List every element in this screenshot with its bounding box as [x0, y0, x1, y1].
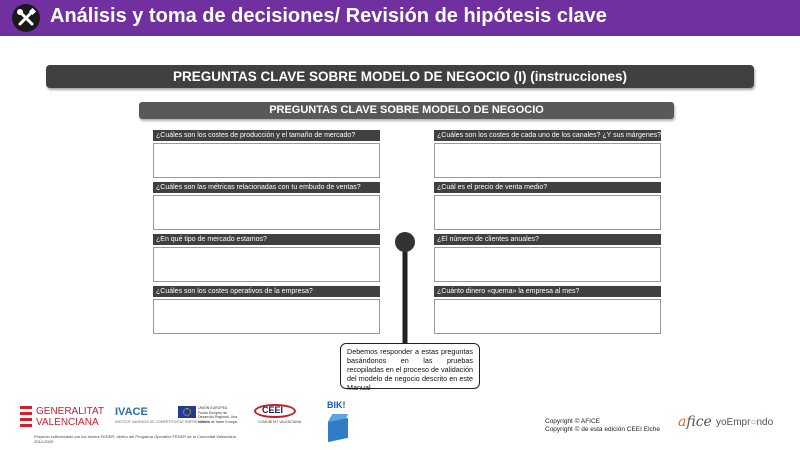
biki-logo	[325, 400, 351, 442]
sub-banner: PREGUNTAS CLAVE SOBRE MODELO DE NEGOCIO	[139, 102, 674, 119]
copyright-line-2: Copyright © de esta edición CEEI Elche	[545, 426, 660, 433]
funding-note: Proyecto cofinanciado por los fondos FEDER, dentro del Programa Operativo FEDER de la Comunitat Valenciana 2014-2020	[34, 434, 236, 444]
ivace-wordmark: IVACE	[115, 406, 148, 418]
yoemprendo-part-1: yoEmpr	[716, 417, 751, 428]
question-label: ¿En qué tipo de mercado estamos?	[153, 234, 380, 245]
generalitat-mark-icon	[20, 404, 34, 430]
yoemprendo-o-icon: ○	[750, 417, 757, 428]
question-label: ¿Cuáles son los costes de cada uno de los canales? ¿Y sus márgenes?	[434, 130, 661, 141]
ceei-subtitle: COMUNITAT VALENCIANA	[258, 420, 302, 424]
afice-logo-rest: fice	[686, 414, 712, 430]
ceei-logo	[254, 404, 302, 428]
question-label: ¿Cuáles son los costes de producción y el tamaño de mercado?	[153, 130, 380, 141]
pointer-dot	[395, 232, 415, 252]
yoemprendo-logo	[716, 417, 773, 428]
question-label: ¿El número de clientes anuales?	[434, 234, 661, 245]
copyright-line-1: Copyright © AFICE	[545, 418, 601, 425]
section-banner: PREGUNTAS CLAVE SOBRE MODELO DE NEGOCIO (I) (instrucciones)	[46, 65, 754, 88]
ivace-logo	[115, 406, 210, 428]
yoemprendo-part-2: ndo	[756, 417, 774, 428]
instruction-callout: Debemos responder a estas preguntas basándonos en las pruebas recopiladas en el proceso de validación del modelo de negocio descrito en este Manual	[340, 343, 480, 389]
copyright	[545, 418, 660, 434]
question-label: ¿Cuáles son las métricas relacionadas con tu embudo de ventas?	[153, 182, 380, 193]
eu-flag-icon	[178, 406, 196, 418]
biki-wordmark: BIK!	[327, 400, 346, 410]
generalitat-line-2: VALENCIANA	[36, 417, 99, 428]
ceei-wordmark: CEEI	[262, 405, 284, 415]
afice-logo-a: a	[678, 414, 687, 430]
generalitat-line-1: GENERALITAT	[36, 406, 104, 417]
question-label: ¿Cuánto dinero «quema» la empresa al mes?	[434, 286, 661, 297]
ivace-subtitle: INSTITUT VALENCIÀ DE COMPETITIVITAT EMPRESARIAL	[115, 420, 210, 424]
question-label: ¿Cuáles son los costes operativos de la empresa?	[153, 286, 380, 297]
question-label: ¿Cuál es el precio de venta medio?	[434, 182, 661, 193]
page-title: Análisis y toma de decisiones/ Revisión de hipótesis clave	[50, 5, 607, 27]
footer	[0, 396, 800, 450]
afice-logo	[678, 414, 712, 430]
eu-text: UNIÓN EUROPEA Fondo Europeo de Desarrollo Regional. Una manera de hacer Europa	[198, 406, 238, 424]
